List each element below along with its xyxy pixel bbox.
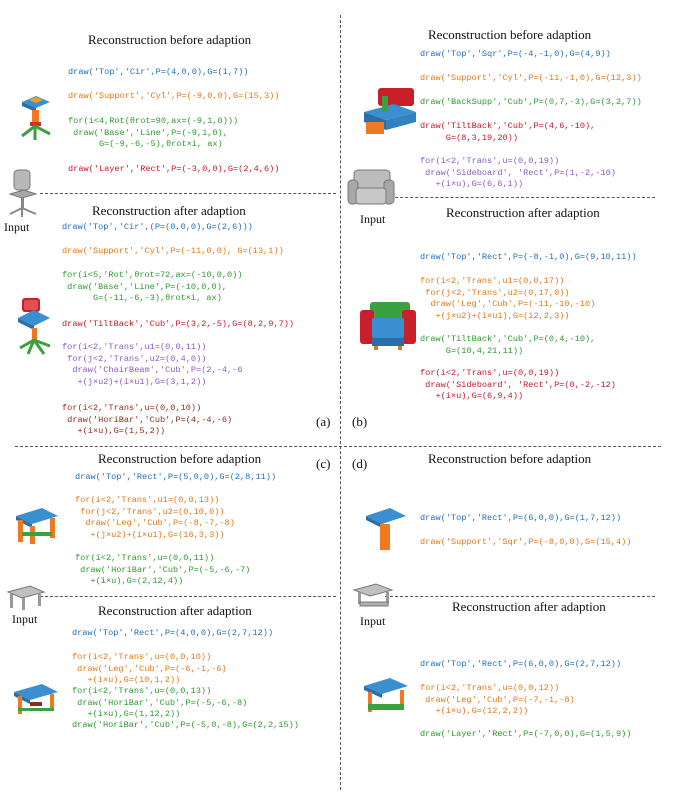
panel-b-before-line-4: draw('TiltBack','Cub',P=(4,6,-10), G=(8,3,19,20)) <box>420 121 596 143</box>
panel-label-a: (a) <box>316 414 331 429</box>
panel-c-input-label: Input <box>12 612 38 626</box>
panel-c-after-line-3: for(i<2,'Trans',u=(0,0,13)) draw('HoriBar','Cub',P=(-5,-6,-8) +(i×u),G=(1,12,2)) <box>72 686 248 719</box>
vertical-divider <box>340 15 341 790</box>
panel-b-before-line-5: for(i<2,'Trans',u=(0,0,19)) draw('Sideboard', 'Rect',P=(1,-2,-10) +(i×u),G=(6,6,1)) <box>420 156 616 189</box>
panel-c-after-title: Reconstruction after adaption <box>98 603 252 618</box>
panel-d-before-title: Reconstruction before adaption <box>428 451 592 466</box>
panel-d-before-line-1: draw('Top','Rect',P=(6,0,0),G=(1,7,12)) <box>420 513 622 523</box>
panel-d-after-line-1: draw('Top','Rect',P=(6,0,0),G=(2,7,12)) <box>420 659 622 669</box>
panel-b-after-line-2: for(i<2,'Trans',u1=(0,0,17)) for(j<2,'Trans',u2=(0,17,0)) draw('Leg','Cub',P=(-11,-10,-10) +(j×u2)+(i×u1),G=(12,2,3)) <box>420 276 596 321</box>
chair-before-render <box>16 92 56 144</box>
panel-b-before-line-3: draw('BackSupp','Cub',P=(0,7,-3),G=(3,2,7)) <box>420 97 642 107</box>
panel-a-before-line-4: draw('Layer','Rect',P=(-3,0,0),G=(2,4,6)) <box>68 164 280 174</box>
panel-b-after-line-3: draw('TiltBack','Cub',P=(0,4,-10), G=(10,4,21,11)) <box>420 334 596 356</box>
panel-b-after-line-1: draw('Top','Rect',P=(-8,-1,0),G=(9,10,11)) <box>420 252 637 262</box>
panel-c-before-line-3: for(i<2,'Trans',u=(0,0,11)) draw('HoriBar','Cub',P=(-5,-6,-7) +(i×u),G=(2,12,4)) <box>75 553 251 586</box>
panel-b-before-line-2: draw('Support','Cyl',P=(-11,-1,0),G=(12,3)) <box>420 73 642 83</box>
panel-c-after-line-2: for(i<2,'Trans',u=(0,0,10)) draw('Leg','Cub',P=(-6,-1,-6) +(i×u),G=(10,1,2)) <box>72 652 227 685</box>
panel-b-input-label: Input <box>360 212 386 226</box>
panel-a-after-line-1: draw('Top','Cir',(P=(0,0,0),G=(2,6))) <box>62 222 253 232</box>
panel-c-after-line-4: draw('HoriBar','Cub',P=(-5,0,-8),G=(2,2,15)) <box>72 720 299 730</box>
panel-a-before-line-2: draw('Support','Cyl',P=(-9,0,0),G=(15,3)) <box>68 91 280 101</box>
horizontal-divider <box>15 446 661 447</box>
panel-d-input-label: Input <box>360 614 386 628</box>
panel-a-input-label: Input <box>4 220 30 234</box>
panel-a-after-line-4: draw('TiltBack','Cub',P=(3,2,-5),G=(8,2,9,7)) <box>62 319 295 329</box>
panel-b-divider <box>385 197 655 198</box>
table-d-input-render <box>352 582 394 610</box>
table-d-after-render <box>362 676 412 718</box>
table-after-render <box>12 680 60 720</box>
panel-d-divider <box>385 596 655 597</box>
sofa-before-render <box>360 86 420 140</box>
panel-b-before-line-1: draw('Top','Sqr',P=(-4,-1,0),G=(4,9)) <box>420 49 611 59</box>
panel-label-b: (b) <box>352 414 368 429</box>
chair-after-render <box>14 296 58 362</box>
panel-c-before-title: Reconstruction before adaption <box>98 451 262 466</box>
panel-c-divider <box>40 596 336 597</box>
panel-a-after-line-5: for(i<2,'Trans',u1=(0,0,11)) for(j<2,'Trans',u2=(0,4,0)) draw('ChairBeam','Cub',P=(2,-4,-6 +(j×u2)+(i×u1),G=(3,1,2)) <box>62 342 243 387</box>
table-d-before-render <box>364 506 408 554</box>
panel-c-before-line-1: draw('Top','Rect',P=(5,0,0),G=(2,8,11)) <box>75 472 277 482</box>
panel-a-after-title: Reconstruction after adaption <box>92 203 246 218</box>
panel-b-before-title: Reconstruction before adaption <box>428 27 592 42</box>
panel-a-before-title: Reconstruction before adaption <box>88 32 252 47</box>
panel-c-before-line-2: for(i<2,'Trans',u1=(0,0,13)) for(j<2,'Trans',u2=(0,10,0)) draw('Leg','Cub',P=(-8,-7,-8) +(j×u2)+(i×u1),G=(16,3,3)) <box>75 495 235 540</box>
panel-d-before-line-2: draw('Support','Sqr',P=(-8,0,0),G=(15,4)) <box>420 537 632 547</box>
panel-a-after-line-3: for(i<5,'Rot',θrot=72,ax=(-10,0,0)) draw('Base','Line',P=(-10,0,0), G=(-11,-6,-3),θrot×i, ax) <box>62 270 243 303</box>
panel-b-after-line-4: for(i<2,'Trans',u=(0,0,19)) draw('Sideboard', 'Rect',P=(0,-2,-12) +(i×u),G=(6,9,4)) <box>420 368 616 401</box>
table-input-render <box>6 584 46 612</box>
panel-a-after-line-2: draw('Support','Cyl',P=(-11,0,0), G=(13,1)) <box>62 246 284 256</box>
panel-label-d: (d) <box>352 456 368 471</box>
panel-c-after-line-1: draw('Top','Rect',P=(4,0,0),G=(2,7,12)) <box>72 628 274 638</box>
panel-a-before-line-1: draw('Top','Cir',P=(4,0,0),G=(1,7)) <box>68 67 249 77</box>
panel-a-before-line-3: for(i<4,Rot(θrot=90,ax=(-9,1,0))) draw('Base','Line',P=(-9,1,0), G=(-9,-6,-5),θrot×i, ax) <box>68 116 239 149</box>
panel-a-divider <box>40 193 336 194</box>
panel-d-after-title: Reconstruction after adaption <box>452 599 606 614</box>
table-before-render <box>14 504 60 546</box>
sofa-input-render <box>344 168 396 212</box>
panel-a-after-line-6: for(i<2,'Trans',u=(0,0,10)) draw('HoriBar','Cub',P=(4,-4,-6) +(i×u),G=(1,5,2)) <box>62 403 233 436</box>
sofa-after-render <box>358 300 418 354</box>
chair-input-render <box>6 168 40 220</box>
panel-label-c: (c) <box>316 456 331 471</box>
panel-d-after-line-3: draw('Layer','Rect',P=(-7,0,0),G=(1,5,9)) <box>420 729 632 739</box>
panel-b-after-title: Reconstruction after adaption <box>446 205 600 220</box>
panel-d-after-line-2: for(i<2,'Trans',u=(0,0,12)) draw('Leg','Cub',P=(-7,-1,-8) +(i×u),G=(12,2,2)) <box>420 683 575 716</box>
